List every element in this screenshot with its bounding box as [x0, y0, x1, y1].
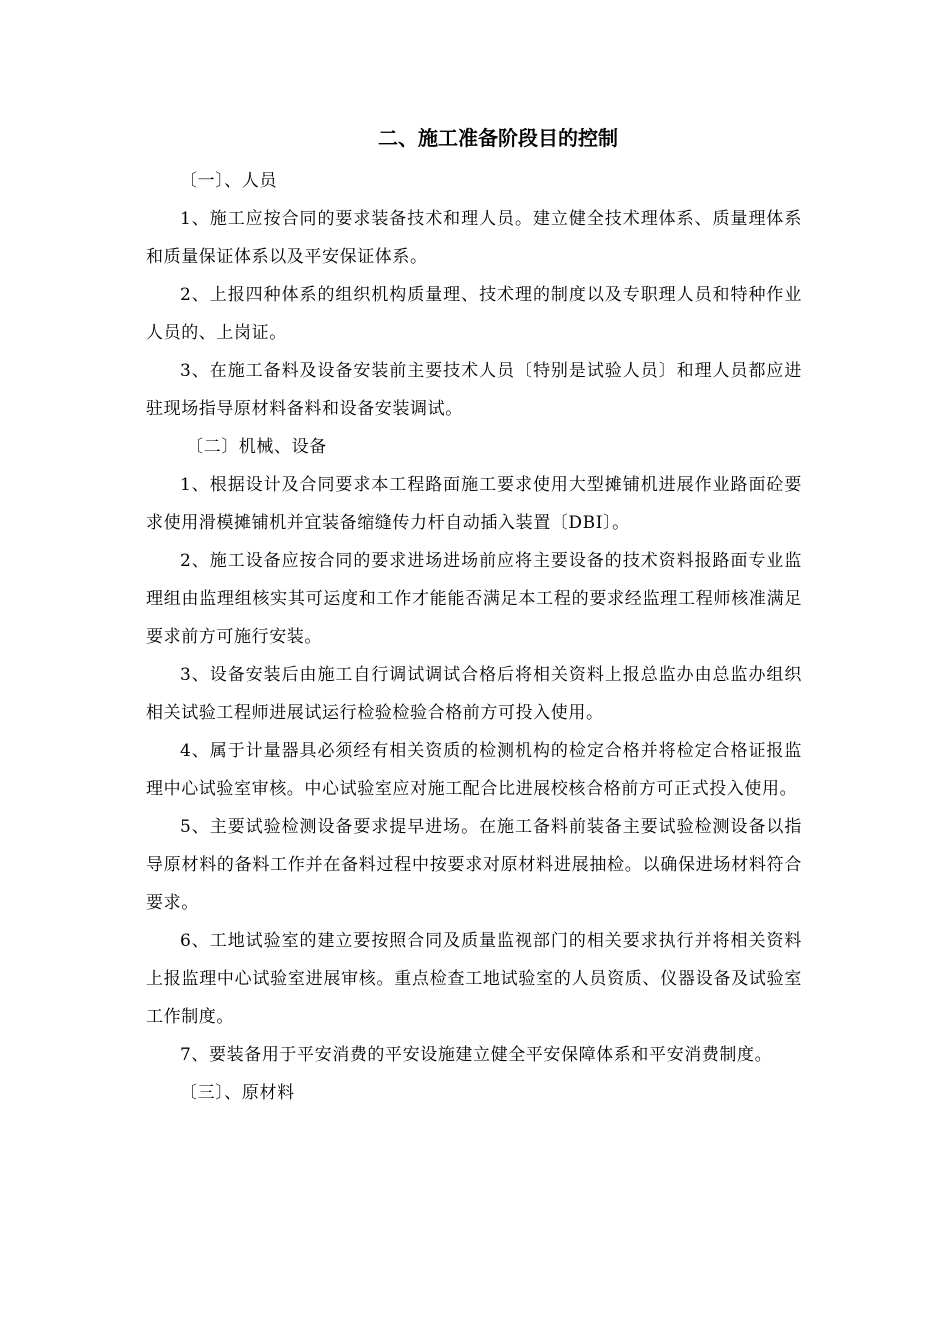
- paragraph: 3、在施工备料及设备安装前主要技术人员〔特别是试验人员〕和理人员都应进驻现场指导原材料备料和设备安装调试。: [146, 361, 802, 419]
- paragraph: 7、要装备用于平安消费的平安设施建立健全平安保障体系和平安消费制度。: [180, 1045, 773, 1065]
- paragraph: 1、根据设计及合同要求本工程路面施工要求使用大型摊铺机进展作业路面砼要求使用滑模摊铺机并宜装备缩缝传力杆自动插入装置〔DBI〕。: [146, 475, 802, 533]
- paragraph: 2、上报四种体系的组织机构质量理、技术理的制度以及专职理人员和特种作业人员的、上岗证。: [146, 285, 802, 343]
- paragraph: 1、施工应按合同的要求装备技术和理人员。建立健全技术理体系、质量理体系和质量保证体系以及平安保证体系。: [146, 209, 802, 267]
- paragraph: 4、属于计量器具必须经有相关资质的检测机构的检定合格并将检定合格证报监理中心试验室审核。中心试验室应对施工配合比进展校核合格前方可正式投入使用。: [146, 741, 802, 799]
- paragraph: 6、工地试验室的建立要按照合同及质量监视部门的相关要求执行并将相关资料上报监理中心试验室进展审核。重点检查工地试验室的人员资质、仪器设备及试验室工作制度。: [146, 931, 802, 1027]
- paragraph: 2、施工设备应按合同的要求进场进场前应将主要设备的技术资料报路面专业监理组由监理组核实其可运度和工作才能能否满足本工程的要求经监理工程师核准满足要求前方可施行安装。: [146, 551, 802, 647]
- paragraph: 5、主要试验检测设备要求提早进场。在施工备料前装备主要试验检测设备以指导原材料的备料工作并在备料过程中按要求对原材料进展抽检。以确保进场材料符合要求。: [146, 817, 802, 913]
- section-heading-materials: 〔三〕、原材料: [180, 1083, 295, 1103]
- page-title: 二、施工准备阶段目的控制: [378, 126, 618, 150]
- section-heading-machinery: 〔二〕机械、设备: [186, 437, 327, 457]
- paragraph: 3、设备安装后由施工自行调试调试合格后将相关资料上报总监办由总监办组织相关试验工程师进展试运行检验检验合格前方可投入使用。: [146, 665, 802, 723]
- section-heading-personnel: 〔一〕、人员: [180, 171, 278, 191]
- document-body: [146, 162, 802, 1112]
